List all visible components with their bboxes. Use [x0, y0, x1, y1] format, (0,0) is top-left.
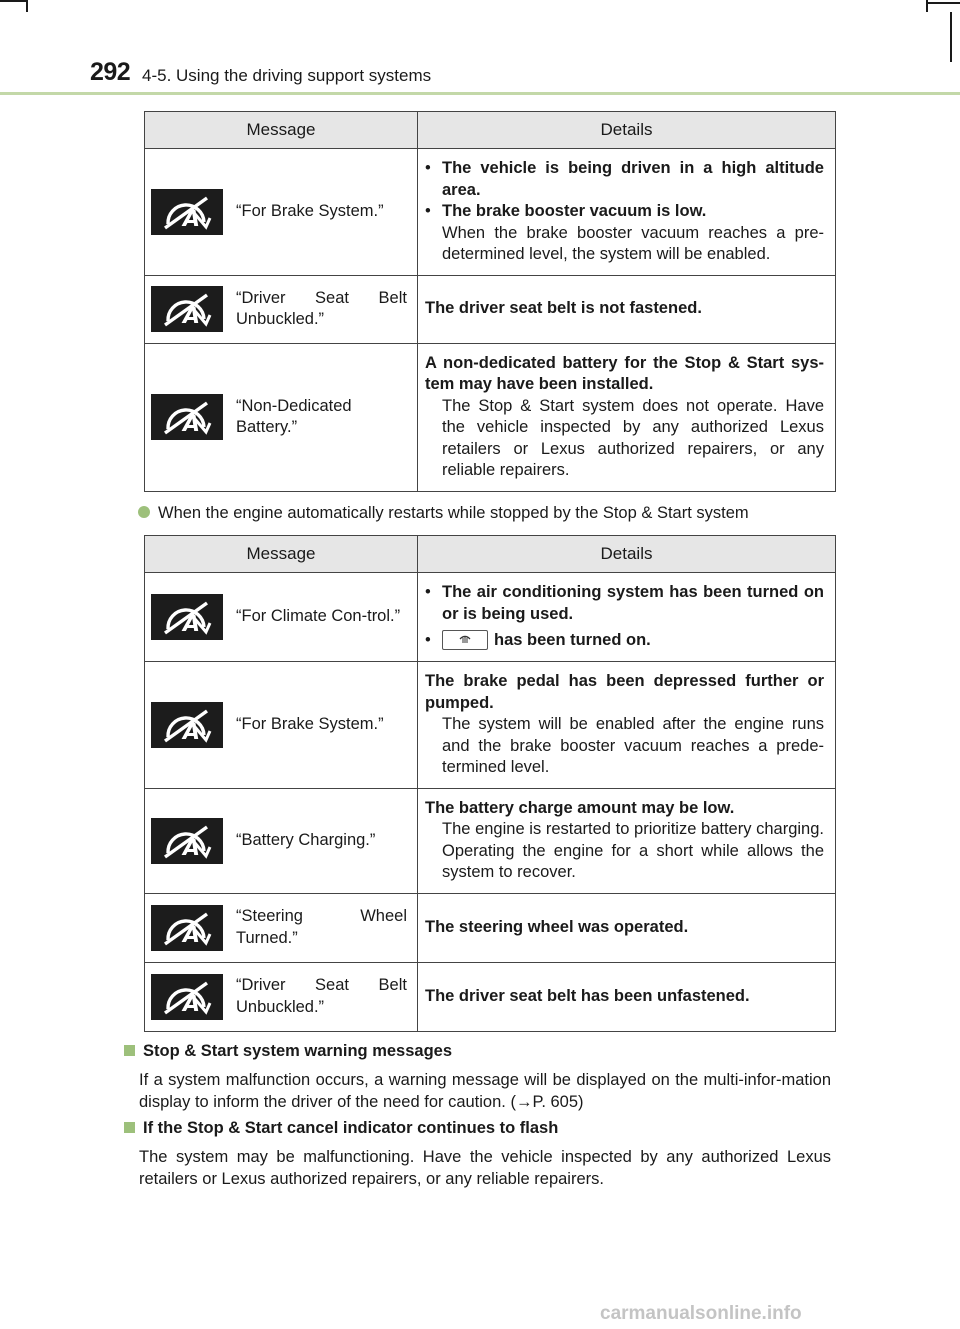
header-rule: [0, 92, 960, 95]
details-cell: [418, 343, 836, 491]
message-text: “Steering Wheel Turned.”: [236, 907, 407, 947]
svg-text:A: A: [183, 304, 201, 329]
column-header-details: Details: [418, 112, 836, 149]
message-text: “For Climate Con-trol.”: [236, 607, 401, 626]
table-row: [145, 343, 836, 491]
crop-mark: [926, 2, 960, 4]
stop-start-cancel-icon: [151, 394, 223, 440]
stop-start-cancel-icon: [151, 702, 223, 748]
crop-mark: [950, 12, 952, 62]
svg-text:A: A: [183, 206, 201, 232]
svg-text:A: A: [183, 922, 201, 948]
arrow-icon: →: [515, 1093, 533, 1111]
message-text: “Non-Dedicated Battery.”: [236, 396, 352, 436]
section-title: 4-5. Using the driving support systems: [142, 66, 432, 85]
detail-bullet: The brake booster vacuum is low.: [442, 202, 707, 220]
stop-start-cancel-icon: [151, 189, 223, 235]
message-text: “Battery Charging.”: [236, 830, 376, 849]
defroster-switch-icon: [442, 630, 488, 650]
page-header: [90, 56, 960, 94]
message-text: “For Brake System.”: [236, 202, 384, 220]
details-cell: [418, 662, 836, 789]
square-bullet-icon: [124, 1122, 135, 1133]
detail-note: The Stop & Start system does not operate. Have the vehicle inspected by any authorized Lexus retailers or Lexus authorized repairers, or any reliable repairers.: [442, 396, 824, 479]
details-cell: [418, 275, 836, 343]
table-row: [145, 962, 836, 1031]
detail-note: The system will be enabled after the engine runs and the brake booster vacuum reaches a prede-termined level.: [442, 715, 824, 776]
table-header-row: [145, 112, 836, 149]
table-row: [145, 788, 836, 893]
svg-text:A: A: [183, 719, 201, 745]
detail-bullet: The air conditioning system has been turned on or is being used.: [442, 583, 824, 623]
note-body: If a system malfunction occurs, a warning message will be displayed on the multi-infor-mation display to inform the driver of the need for caution. (→P. 605): [139, 1071, 831, 1111]
message-text: “For Brake System.”: [236, 715, 384, 733]
crop-mark: [0, 0, 28, 2]
details-cell: [418, 962, 836, 1031]
square-bullet-icon: [124, 1045, 135, 1056]
table-row: [145, 573, 836, 662]
stop-start-cancel-icon: [151, 594, 223, 640]
crop-mark: [26, 0, 28, 12]
details-cell: • The air conditioning system has been turned on or is being used. • has been turned on.: [418, 573, 836, 662]
details-cell: [418, 893, 836, 962]
message-text: “Driver Seat Belt Unbuckled.”: [236, 976, 407, 1016]
svg-text:A: A: [183, 612, 201, 637]
watermark: carmanualsonline.info: [600, 1303, 802, 1324]
note-heading: If the Stop & Start cancel indicator continues to flash: [124, 1119, 558, 1138]
page-number: 292: [90, 58, 131, 86]
note-heading: Stop & Start system warning messages: [124, 1042, 452, 1061]
svg-text:A: A: [183, 991, 201, 1017]
note-body: The system may be malfunctioning. Have the vehicle inspected by any authorized Lexus retailers or Lexus authorized repairers, or any reliable repairers.: [139, 1148, 831, 1188]
svg-text:A: A: [183, 412, 201, 437]
detail-note: When the brake booster vacuum reaches a pre-determined level, the system will be enabled.: [442, 223, 824, 263]
detail-note: The engine is restarted to prioritize battery charging. Operating the engine for a short while allows the system to recover.: [442, 820, 824, 881]
circle-bullet-icon: [138, 506, 150, 518]
message-text: “Driver Seat Belt Unbuckled.”: [236, 288, 407, 328]
messages-table-1: [144, 111, 836, 492]
detail-bold: The driver seat belt has been unfastened.: [425, 986, 750, 1005]
stop-start-cancel-icon: [151, 286, 223, 332]
detail-bold: The steering wheel was operated.: [425, 917, 689, 936]
table-row: [145, 662, 836, 789]
detail-bullet: The vehicle is being driven in a high altitude area.: [442, 159, 824, 199]
column-header-message: Message: [145, 112, 418, 149]
page-reference-link[interactable]: P. 605: [532, 1093, 579, 1111]
table-header-row: [145, 536, 836, 573]
table-row: [145, 893, 836, 962]
table-row: [145, 149, 836, 276]
detail-bullet: has been turned on.: [494, 631, 651, 650]
table-row: [145, 275, 836, 343]
stop-start-cancel-icon: [151, 818, 223, 864]
column-header-details: Details: [418, 536, 836, 573]
column-header-message: Message: [145, 536, 418, 573]
detail-bold: The battery charge amount may be low.: [425, 798, 735, 817]
messages-table-2: [144, 535, 836, 1032]
stop-start-cancel-icon: [151, 974, 223, 1020]
svg-text:A: A: [183, 835, 201, 861]
subheading: When the engine automatically restarts while stopped by the Stop & Start system: [138, 503, 749, 525]
details-cell: • The vehicle is being driven in a high altitude area. • The brake booster vacuum is low. When the brake booster vacuum reaches a pre-determined level, the system will be enabled.: [418, 149, 836, 276]
detail-bold: The driver seat belt is not fastened.: [425, 299, 702, 318]
details-cell: [418, 788, 836, 893]
stop-start-cancel-icon: [151, 905, 223, 951]
detail-bold: The brake pedal has been depressed further or pumped.: [425, 672, 824, 712]
detail-bold: A non-dedicated battery for the Stop & Start sys-tem may have been installed.: [425, 353, 824, 393]
